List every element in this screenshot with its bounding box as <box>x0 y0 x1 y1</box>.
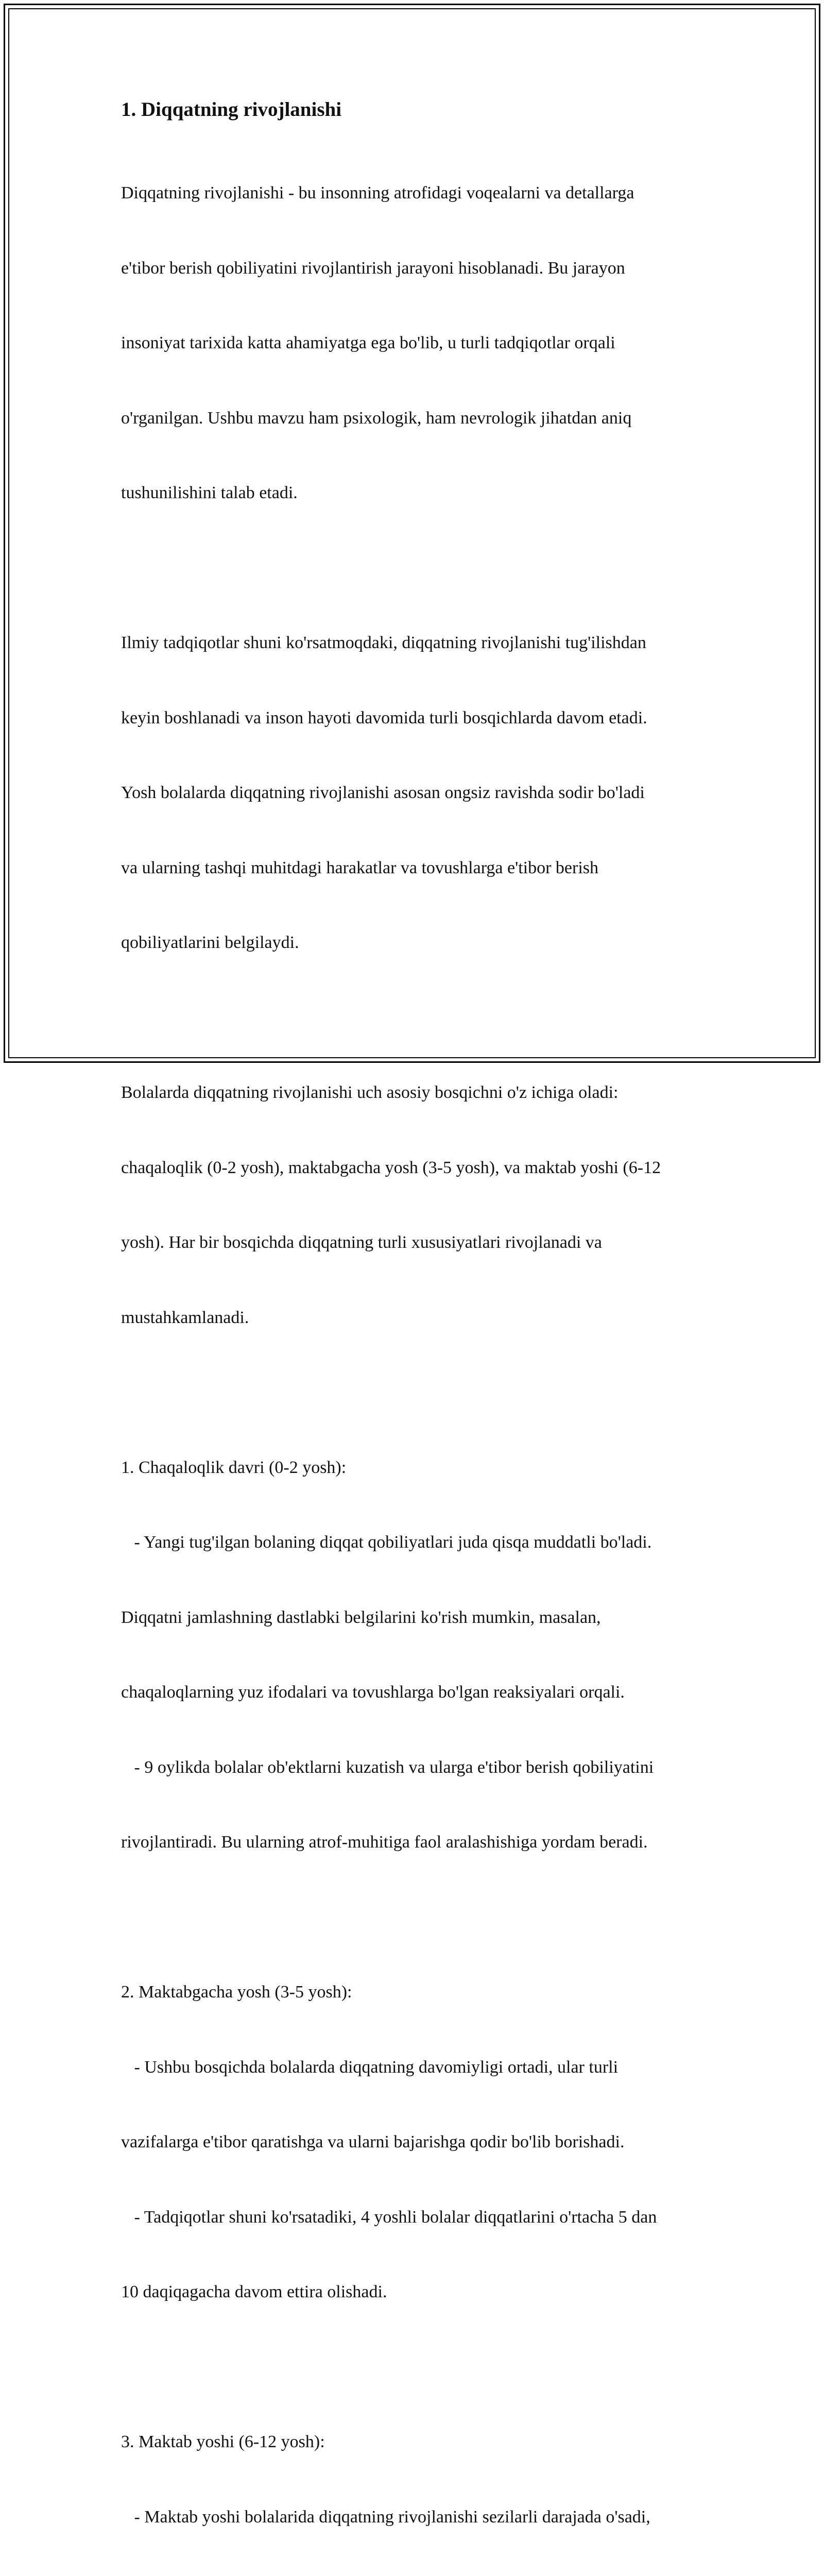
list-item-stage-preschool <box>121 1930 729 2355</box>
paragraph-line: - Yangi tug'ilgan bolaning diqqat qobiliyatlari juda qisqa muddatli bo'ladi. <box>121 1533 652 1552</box>
list-item-title: 2. Maktabgacha yosh (3-5 yosh): <box>121 1982 352 2002</box>
paragraph-line: Bolalarda diqqatning rivojlanishi uch asosiy bosqichni o'z ichiga oladi: <box>121 1083 619 1102</box>
paragraph-line: Yosh bolalarda diqqatning rivojlanishi asosan ongsiz ravishda sodir bo'ladi <box>121 783 645 802</box>
paragraph-line: Ilmiy tadqiqotlar shuni ko'rsatmoqdaki, diqqatning rivojlanishi tug'ilishdan <box>121 633 646 652</box>
paragraph-line: qobiliyatlarini belgilaydi. <box>121 933 299 952</box>
paragraph-line: - Ushbu bosqichda bolalarda diqqatning davomiyligi ortadi, ular turli <box>121 2057 619 2077</box>
paragraph-line: insoniyat tarixida katta ahamiyatga ega bo'lib, u turli tadqiqotlar orqali <box>121 333 615 352</box>
list-item-title: 3. Maktab yoshi (6-12 yosh): <box>121 2432 325 2451</box>
paragraph-stages-overview <box>121 1030 729 1380</box>
paragraph-research <box>121 581 729 1006</box>
paragraph-line: vazifalarga e'tibor qaratishga va ularni bajarishga qodir bo'lib borishadi. <box>121 2132 625 2151</box>
paragraph-line: chaqaloqlarning yuz ifodalari va tovushlarga bo'lgan reaksiyalari orqali. <box>121 1683 625 1702</box>
paragraph-line: - Tadqiqotlar shuni ko'rsatadiki, 4 yoshli bolalar diqqatlarini o'rtacha 5 dan <box>121 2207 657 2227</box>
paragraph-line: e'tibor berish qobiliyatini rivojlantirish jarayoni hisoblanadi. Bu jarayon <box>121 258 625 278</box>
document-body <box>121 97 729 2576</box>
paragraph-line: - 9 oylikda bolalar ob'ektlarni kuzatish va ularga e'tibor berish qobiliyatini <box>121 1757 654 1777</box>
section-heading: 1. Diqqatning rivojlanishi <box>121 98 342 121</box>
list-item-stage-school <box>121 2380 729 2576</box>
paragraph-line: Diqqatning rivojlanishi - bu insonning atrofidagi voqealarni va detallarga <box>121 183 634 202</box>
paragraph-line: mustahkamlanadi. <box>121 1308 249 1327</box>
paragraph-line: yosh). Har bir bosqichda diqqatning turli xususiyatlari rivojlanadi va <box>121 1233 602 1252</box>
paragraph-line: va ularning tashqi muhitdagi harakatlar va tovushlarga e'tibor berish <box>121 858 599 877</box>
paragraph-line: o'rganilgan. Ushbu mavzu ham psixologik, ham nevrologik jihatdan aniq <box>121 408 632 428</box>
paragraph-line: rivojlantiradi. Bu ularning atrof-muhitiga faol aralashishiga yordam beradi. <box>121 1833 648 1852</box>
paragraph-line: 10 daqiqagacha davom ettira olishadi. <box>121 2282 387 2301</box>
paragraph-intro <box>121 131 729 556</box>
paragraph-line: Diqqatni jamlashning dastlabki belgilarini ko'rish mumkin, masalan, <box>121 1607 601 1627</box>
list-item-stage-infancy <box>121 1405 729 1905</box>
list-item-title: 1. Chaqaloqlik davri (0-2 yosh): <box>121 1458 347 1477</box>
paragraph-line: tushunilishini talab etadi. <box>121 483 298 502</box>
paragraph-line: chaqaloqlik (0-2 yosh), maktabgacha yosh (3-5 yosh), va maktab yoshi (6-12 <box>121 1158 661 1177</box>
paragraph-line: - Maktab yoshi bolalarida diqqatning rivojlanishi sezilarli darajada o'sadi, <box>121 2507 650 2527</box>
paragraph-line: keyin boshlanadi va inson hayoti davomida turli bosqichlarda davom etadi. <box>121 708 647 727</box>
